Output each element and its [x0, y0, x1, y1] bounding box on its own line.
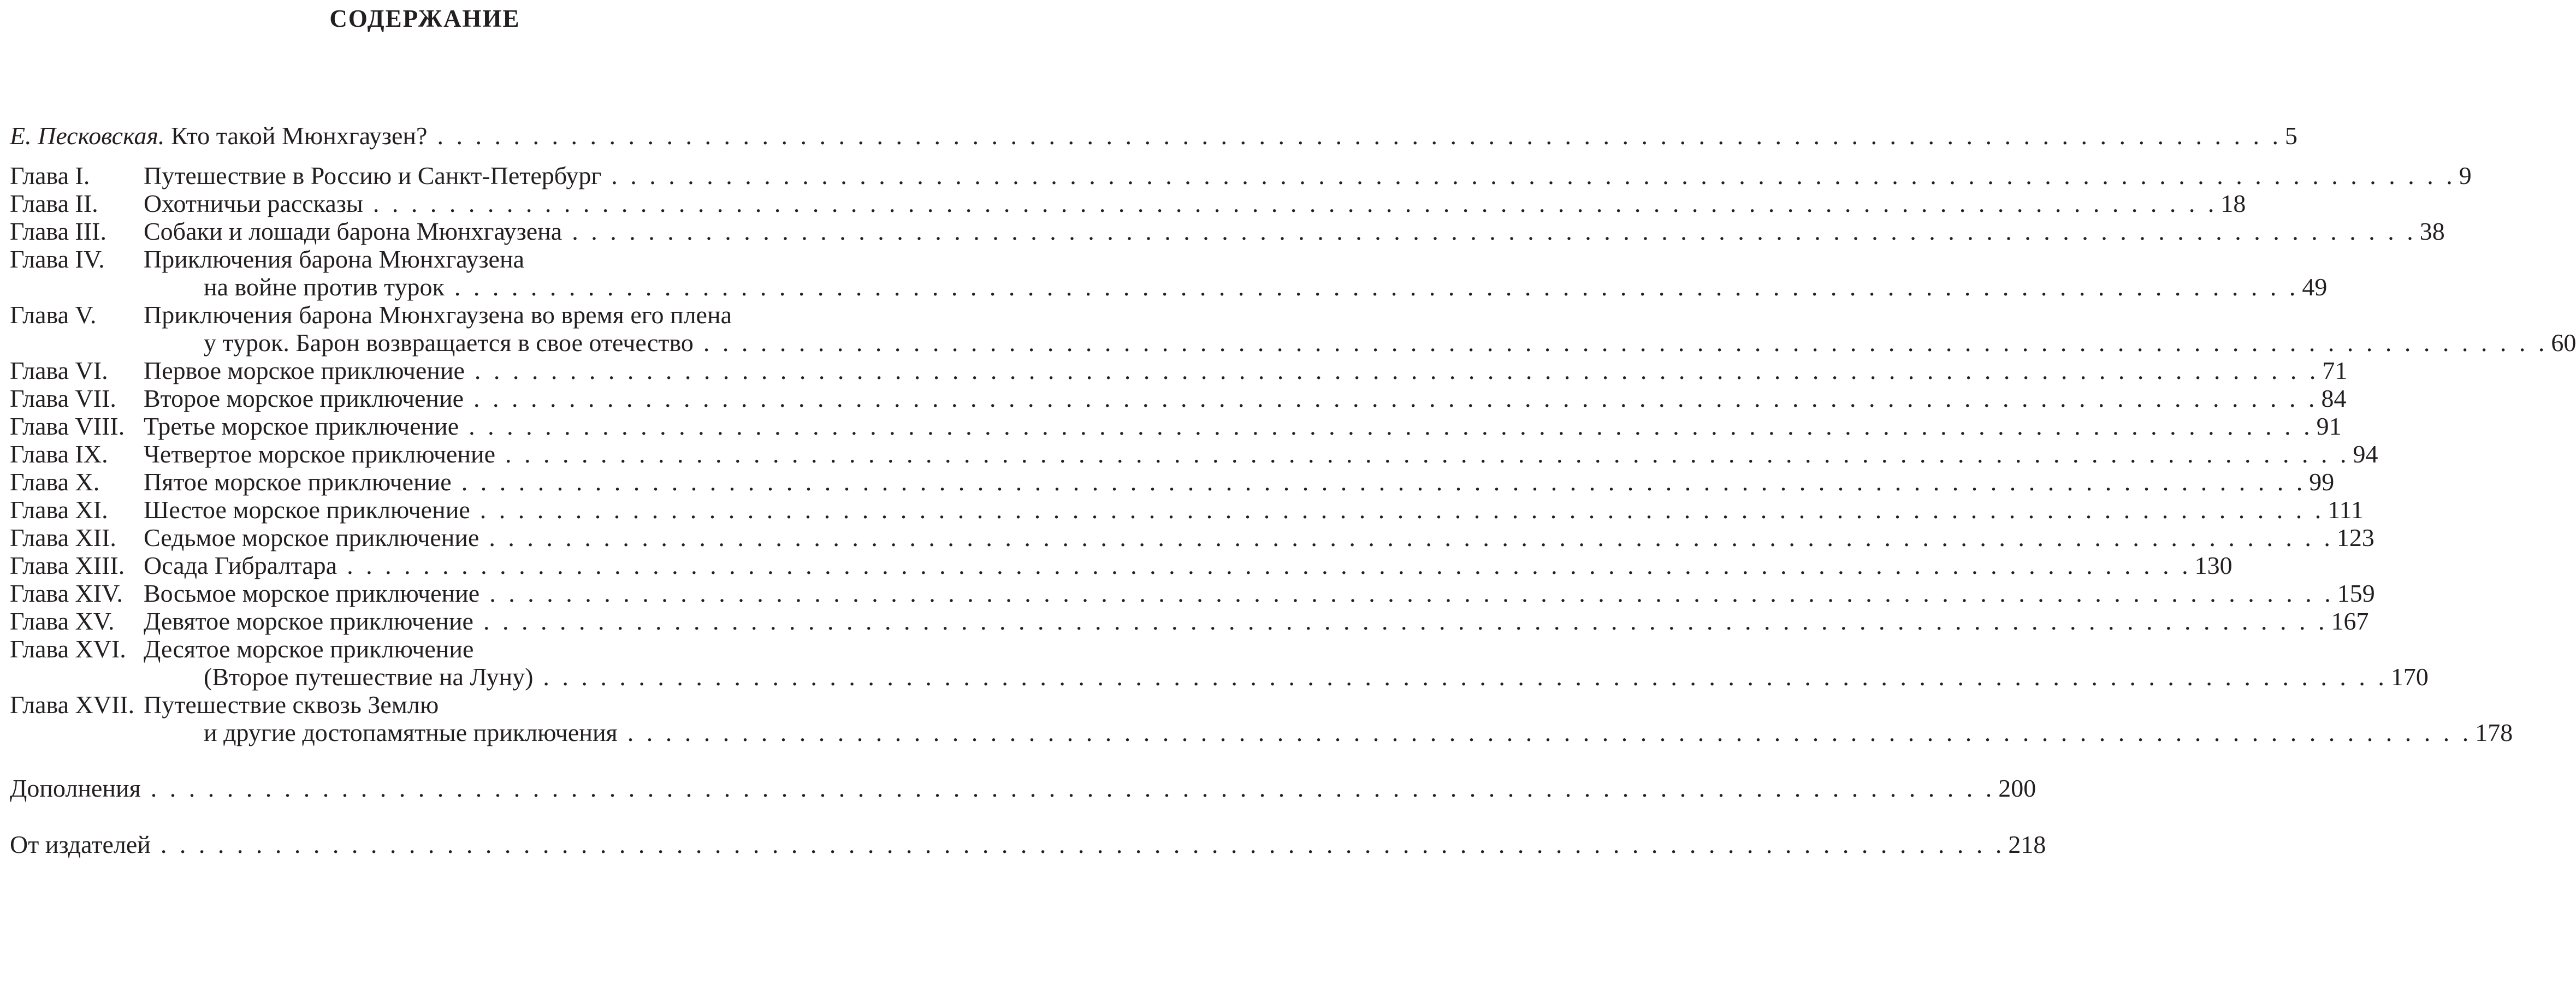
toc-entry-chapter-5-cont[interactable]	[10, 327, 2576, 359]
dot-leader: . . . . . . . . . . . . . . . . . . . . . . . . . . . . . . . . . . . . . . . . . . . . . . . . . . . . . . . . . . . . . . . . . . . . . . . . . . . . . . . . . . . . . . . . . . . . . . . . .	[489, 524, 2334, 551]
chapter-label: Глава VIII.	[10, 412, 125, 440]
toc-page-number: 49	[2302, 273, 2328, 301]
toc-entry-chapter-10[interactable]	[10, 466, 2335, 498]
chapter-title-continued: у турок. Барон возвращается в свое отечество	[204, 329, 694, 357]
dot-leader: . . . . . . . . . . . . . . . . . . . . . . . . . . . . . . . . . . . . . . . . . . . . . . . . . . . . . . . . . . . . . . . . . . . . . . . . . . . . . . . . . . . . . . . . . . . . . . . . .	[505, 440, 2350, 468]
toc-entry-chapter-11[interactable]	[10, 494, 2364, 526]
toc-page-number: 38	[2419, 217, 2445, 245]
toc-page-number: 159	[2337, 579, 2375, 607]
toc-entry-appendix[interactable]	[10, 773, 2036, 804]
toc-page-number: 167	[2331, 607, 2369, 635]
chapter-label: Глава V.	[10, 301, 97, 329]
toc-entry-chapter-13[interactable]	[10, 550, 2232, 581]
dot-leader: . . . . . . . . . . . . . . . . . . . . . . . . . . . . . . . . . . . . . . . . . . . . . . . . . . . . . . . . . . . . . . . . . . . . . . . . . . . . . . . . . . . . . . . . . . . . . . . . .	[483, 607, 2328, 635]
dot-leader: . . . . . . . . . . . . . . . . . . . . . . . . . . . . . . . . . . . . . . . . . . . . . . . . . . . . . . . . . . . . . . . . . . . . . . . . . . . . . . . . . . . . . . . . . . . . . . . . .	[160, 830, 2005, 858]
dot-leader: . . . . . . . . . . . . . . . . . . . . . . . . . . . . . . . . . . . . . . . . . . . . . . . . . . . . . . . . . . . . . . . . . . . . . . . . . . . . . . . . . . . . . . . . . . . . . . . . .	[703, 329, 2548, 357]
toc-entry-chapter-16[interactable]	[10, 633, 840, 665]
toc-title: Дополнения	[10, 774, 141, 802]
chapter-title: Приключения барона Мюнхгаузена	[144, 245, 525, 273]
chapter-title-continued: и другие достопамятные приключения	[204, 719, 618, 746]
toc-entry-chapter-1[interactable]	[10, 160, 2472, 192]
toc-entry-chapter-5[interactable]	[10, 299, 840, 331]
chapter-title: Шестое морское приключение	[144, 496, 470, 524]
toc-page-number: 99	[2309, 468, 2335, 496]
chapter-label: Глава XI.	[10, 496, 108, 524]
chapter-title: Приключения барона Мюнхгаузена во время его плена	[144, 301, 732, 329]
chapter-title: Первое морское приключение	[144, 357, 465, 384]
toc-page-number: 200	[1998, 774, 2036, 802]
chapter-label: Глава II.	[10, 189, 98, 217]
chapter-label: Глава XV.	[10, 607, 115, 635]
toc-page-number: 71	[2322, 357, 2348, 384]
dot-leader: . . . . . . . . . . . . . . . . . . . . . . . . . . . . . . . . . . . . . . . . . . . . . . . . . . . . . . . . . . . . . . . . . . . . . . . . . . . . . . . . . . . . . . . . . . . . . . . . .	[461, 468, 2306, 496]
toc-entry-chapter-9[interactable]	[10, 438, 2378, 470]
toc-entry-chapter-7[interactable]	[10, 383, 2347, 414]
dot-leader: . . . . . . . . . . . . . . . . . . . . . . . . . . . . . . . . . . . . . . . . . . . . . . . . . . . . . . . . . . . . . . . . . . . . . . . . . . . . . . . . . . . . . . . . . . . . . . . . .	[611, 162, 2456, 189]
chapter-label: Глава XIII.	[10, 551, 125, 579]
chapter-label: Глава X.	[10, 468, 100, 496]
chapter-label: Глава I.	[10, 162, 90, 189]
chapter-title: Девятое морское приключение	[144, 607, 473, 635]
toc-entry-chapter-17[interactable]	[10, 689, 840, 721]
toc-page-number: 130	[2194, 551, 2232, 579]
chapter-label: Глава XII.	[10, 524, 116, 551]
dot-leader: . . . . . . . . . . . . . . . . . . . . . . . . . . . . . . . . . . . . . . . . . . . . . . . . . . . . . . . . . . . . . . . . . . . . . . . . . . . . . . . . . . . . . . . . . . . . . . . . .	[437, 122, 2282, 150]
toc-entry-chapter-4[interactable]	[10, 244, 840, 275]
toc-entry-chapter-15[interactable]	[10, 606, 2369, 637]
toc-entry-chapter-3[interactable]	[10, 216, 2445, 247]
dot-leader: . . . . . . . . . . . . . . . . . . . . . . . . . . . . . . . . . . . . . . . . . . . . . . . . . . . . . . . . . . . . . . . . . . . . . . . . . . . . . . . . . . . . . . . . . . . . . . . . .	[489, 579, 2334, 607]
toc-page-number: 178	[2475, 719, 2513, 746]
chapter-title: Третье морское приключение	[144, 412, 459, 440]
toc-entry-chapter-17-cont[interactable]	[10, 717, 2513, 749]
toc-entry-chapter-14[interactable]	[10, 578, 2375, 609]
toc-page-number: 123	[2336, 524, 2374, 551]
chapter-title: Второе морское приключение	[144, 384, 464, 412]
chapter-label: Глава IV.	[10, 245, 105, 273]
chapter-label: Глава VII.	[10, 384, 116, 412]
dot-leader: . . . . . . . . . . . . . . . . . . . . . . . . . . . . . . . . . . . . . . . . . . . . . . . . . . . . . . . . . . . . . . . . . . . . . . . . . . . . . . . . . . . . . . . . . . . . . . . . .	[474, 357, 2319, 384]
toc-title: От издателей	[10, 830, 151, 858]
chapter-title: Восьмое морское приключение	[144, 579, 480, 607]
chapter-title: Охотничьи рассказы	[144, 189, 363, 217]
toc-entry-chapter-6[interactable]	[10, 355, 2348, 387]
chapter-label: Глава VI.	[10, 357, 108, 384]
toc-page-number: 218	[2008, 830, 2046, 858]
dot-leader: . . . . . . . . . . . . . . . . . . . . . . . . . . . . . . . . . . . . . . . . . . . . . . . . . . . . . . . . . . . . . . . . . . . . . . . . . . . . . . . . . . . . . . . . . . . . . . . . .	[473, 384, 2318, 412]
toc-page-number: 91	[2316, 412, 2342, 440]
toc-entry-chapter-8[interactable]	[10, 411, 2342, 442]
toc-author: Е. Песковская.	[10, 122, 165, 150]
chapter-title: Седьмое морское приключение	[144, 524, 479, 551]
chapter-label: Глава III.	[10, 217, 106, 245]
chapter-title: Десятое морское приключение	[144, 635, 474, 663]
toc-entry-publishers[interactable]	[10, 829, 2046, 861]
toc-entry-intro[interactable]	[10, 120, 2297, 152]
dot-leader: . . . . . . . . . . . . . . . . . . . . . . . . . . . . . . . . . . . . . . . . . . . . . . . . . . . . . . . . . . . . . . . . . . . . . . . . . . . . . . . . . . . . . . . . . . . . . . . . .	[454, 273, 2299, 301]
chapter-title: Путешествие сквозь Землю	[144, 691, 439, 719]
toc-title: Кто такой Мюнхгаузен?	[170, 122, 428, 150]
dot-leader: . . . . . . . . . . . . . . . . . . . . . . . . . . . . . . . . . . . . . . . . . . . . . . . . . . . . . . . . . . . . . . . . . . . . . . . . . . . . . . . . . . . . . . . . . . . . . . . . .	[347, 551, 2192, 579]
toc-entry-chapter-16-cont[interactable]	[10, 661, 2429, 693]
toc-page-number: 18	[2220, 189, 2246, 217]
toc-page-number: 9	[2459, 162, 2472, 189]
dot-leader: . . . . . . . . . . . . . . . . . . . . . . . . . . . . . . . . . . . . . . . . . . . . . . . . . . . . . . . . . . . . . . . . . . . . . . . . . . . . . . . . . . . . . . . . . . . . . . . . .	[372, 189, 2218, 217]
toc-entry-chapter-4-cont[interactable]	[10, 271, 2328, 303]
dot-leader: . . . . . . . . . . . . . . . . . . . . . . . . . . . . . . . . . . . . . . . . . . . . . . . . . . . . . . . . . . . . . . . . . . . . . . . . . . . . . . . . . . . . . . . . . . . . . . . . .	[479, 496, 2325, 524]
chapter-title: Четвертое морское приключение	[144, 440, 496, 468]
toc-page-number: 5	[2284, 122, 2297, 150]
toc-page-number: 84	[2321, 384, 2347, 412]
toc-entry-chapter-2[interactable]	[10, 188, 2246, 219]
toc-page-number: 111	[2328, 496, 2364, 524]
dot-leader: . . . . . . . . . . . . . . . . . . . . . . . . . . . . . . . . . . . . . . . . . . . . . . . . . . . . . . . . . . . . . . . . . . . . . . . . . . . . . . . . . . . . . . . . . . . . . . . . .	[627, 719, 2472, 746]
dot-leader: . . . . . . . . . . . . . . . . . . . . . . . . . . . . . . . . . . . . . . . . . . . . . . . . . . . . . . . . . . . . . . . . . . . . . . . . . . . . . . . . . . . . . . . . . . . . . . . . .	[572, 217, 2417, 245]
chapter-title-continued: на войне против турок	[204, 273, 445, 301]
chapter-title: Пятое морское приключение	[144, 468, 452, 496]
toc-entry-chapter-12[interactable]	[10, 522, 2374, 554]
chapter-label: Глава XVII.	[10, 691, 135, 719]
page-title: СОДЕРЖАНИЕ	[329, 5, 520, 32]
toc-page-number: 60	[2551, 329, 2576, 357]
chapter-title: Путешествие в Россию и Санкт-Петербург	[144, 162, 602, 189]
chapter-title-continued: (Второе путешествие на Луну)	[204, 663, 534, 691]
chapter-label: Глава IX.	[10, 440, 108, 468]
dot-leader: . . . . . . . . . . . . . . . . . . . . . . . . . . . . . . . . . . . . . . . . . . . . . . . . . . . . . . . . . . . . . . . . . . . . . . . . . . . . . . . . . . . . . . . . . . . . . . . . .	[150, 774, 1995, 802]
toc-page-number: 94	[2353, 440, 2378, 468]
dot-leader: . . . . . . . . . . . . . . . . . . . . . . . . . . . . . . . . . . . . . . . . . . . . . . . . . . . . . . . . . . . . . . . . . . . . . . . . . . . . . . . . . . . . . . . . . . . . . . . . .	[543, 663, 2388, 691]
chapter-title: Собаки и лошади барона Мюнхгаузена	[144, 217, 562, 245]
toc-page-number: 170	[2390, 663, 2429, 691]
dot-leader: . . . . . . . . . . . . . . . . . . . . . . . . . . . . . . . . . . . . . . . . . . . . . . . . . . . . . . . . . . . . . . . . . . . . . . . . . . . . . . . . . . . . . . . . . . . . . . . . .	[469, 412, 2313, 440]
chapter-label: Глава XIV.	[10, 579, 123, 607]
chapter-label: Глава XVI.	[10, 635, 126, 663]
chapter-title: Осада Гибралтара	[144, 551, 337, 579]
